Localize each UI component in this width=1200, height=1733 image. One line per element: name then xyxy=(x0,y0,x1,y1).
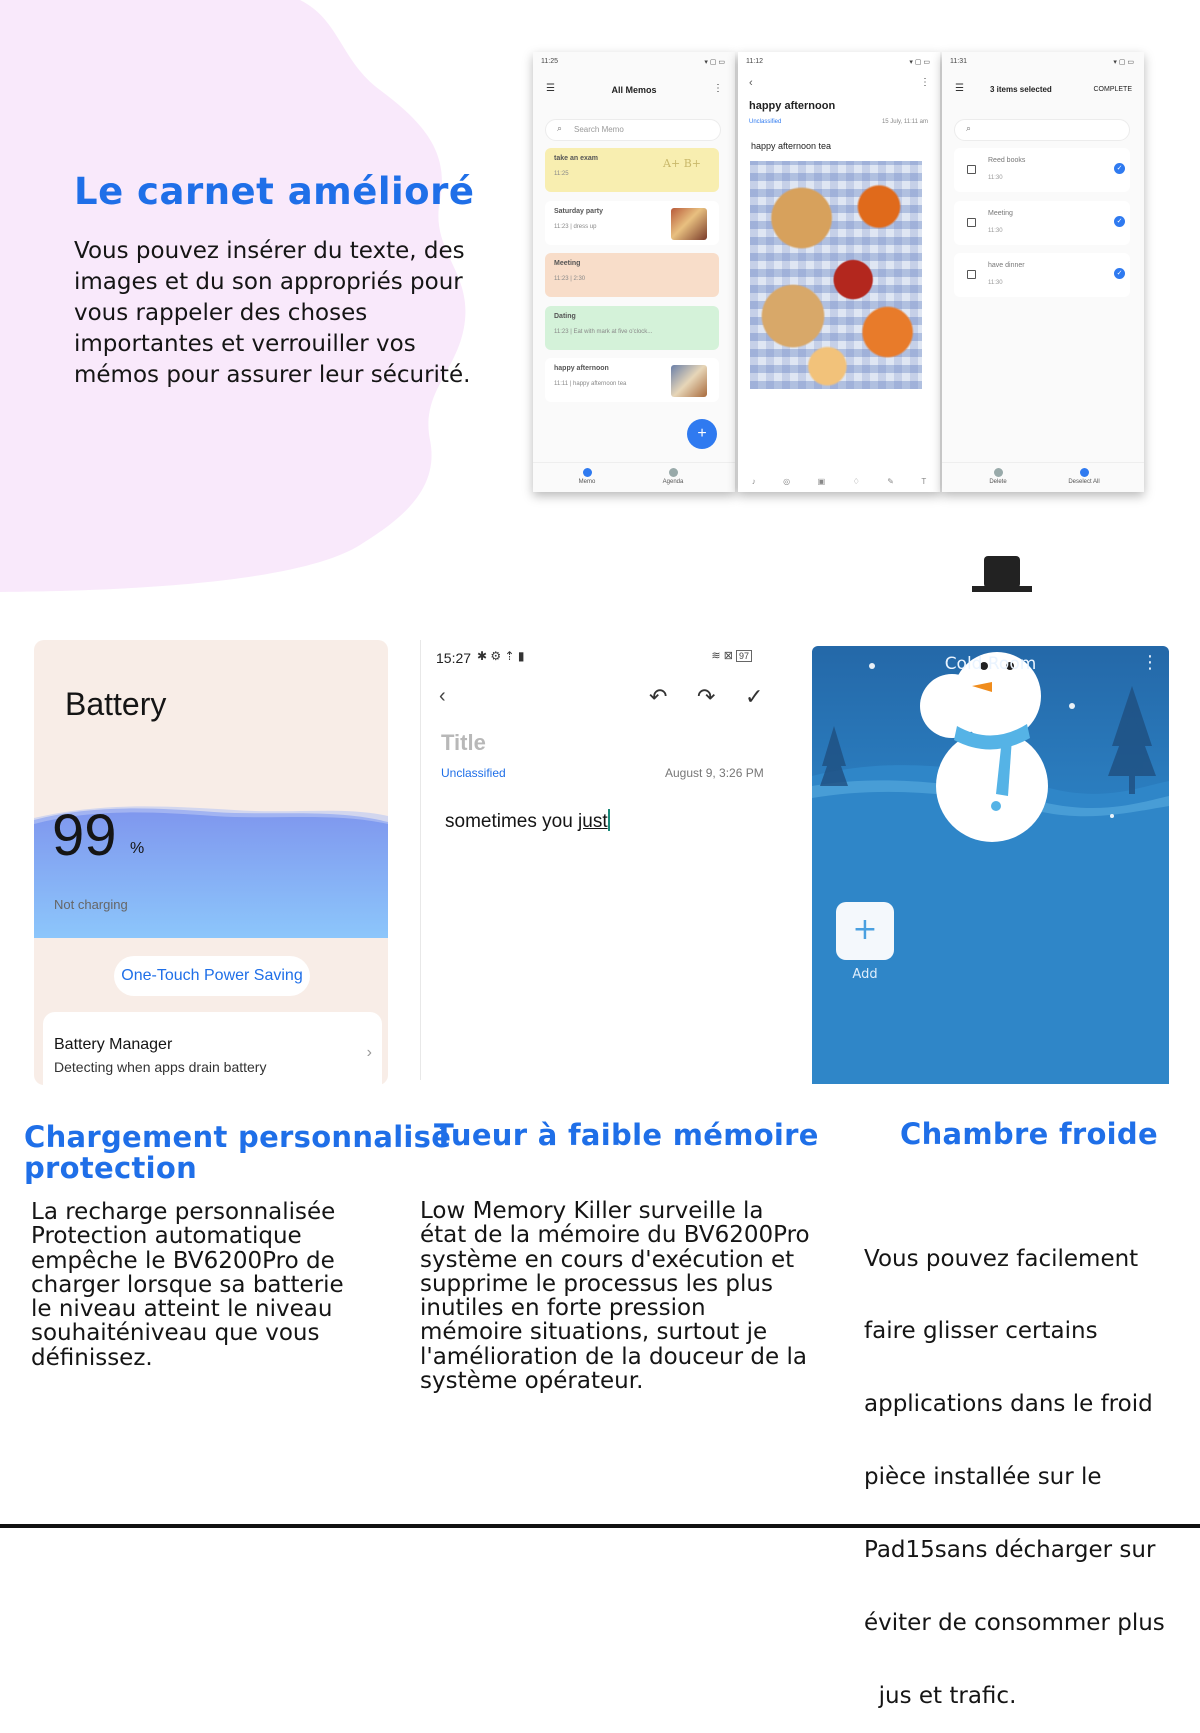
more-icon[interactable]: ⋮ xyxy=(1141,652,1159,673)
bottom-nav xyxy=(942,462,1144,492)
list-item[interactable] xyxy=(954,201,1130,245)
memo-photo xyxy=(750,161,922,389)
section-text xyxy=(31,1200,411,1370)
text-line: Vous pouvez facilement xyxy=(864,1245,1139,1272)
nav-deselect-label: Deselect All xyxy=(1068,479,1100,485)
search-input[interactable] xyxy=(545,119,721,141)
bottom-nav xyxy=(533,462,735,492)
back-icon[interactable]: ‹ xyxy=(439,685,446,707)
hero-title: Le carnet amélioré xyxy=(74,170,475,213)
selection-count: 3 items selected xyxy=(990,85,1052,94)
text-line: éviter de consommer plus xyxy=(864,1610,1165,1637)
editor-toolbar xyxy=(738,477,940,486)
search-input[interactable] xyxy=(954,119,1130,141)
deselect-icon xyxy=(1080,468,1089,477)
text-line: charger lorsque sa batterie xyxy=(31,1271,344,1298)
memo-title: Saturday party xyxy=(554,208,604,215)
text-line: applications dans le froid xyxy=(864,1391,1153,1418)
memo-title: happy afternoon xyxy=(554,365,609,372)
item-title: Reed books xyxy=(988,157,1026,164)
text-icon[interactable]: T xyxy=(921,477,927,486)
nav-delete-label: Delete xyxy=(989,479,1007,485)
status-time: 15:27 xyxy=(436,650,472,666)
mic-icon[interactable]: ♪ xyxy=(751,477,756,486)
checkbox[interactable] xyxy=(967,270,976,279)
complete-button[interactable]: COMPLETE xyxy=(1093,86,1132,93)
phone-selection xyxy=(942,52,1144,492)
text-line: mémoire situations, surtout je xyxy=(420,1319,768,1346)
text-line: Protection automatique xyxy=(31,1223,302,1250)
done-icon[interactable]: ✓ xyxy=(745,684,764,709)
item-title: have dinner xyxy=(988,262,1025,269)
image-icon[interactable]: ▣ xyxy=(817,477,826,486)
memo-sub: 11:25 xyxy=(554,171,569,177)
phone-memo-detail xyxy=(738,52,940,492)
note-category[interactable]: Unclassified xyxy=(441,766,506,780)
text-line: faire glisser certains xyxy=(864,1318,1098,1345)
text-line: pièce installée sur le xyxy=(864,1464,1102,1491)
item-sub: 11:30 xyxy=(988,228,1003,234)
manager-title: Battery Manager xyxy=(54,1036,173,1053)
more-icon[interactable]: ⋮ xyxy=(920,77,930,88)
text-line: Low Memory Killer surveille la xyxy=(420,1198,764,1224)
section-text xyxy=(864,1198,1194,1733)
section-heading xyxy=(900,1119,1158,1150)
search-icon: ⌕ xyxy=(966,123,972,133)
battery-manager-row[interactable] xyxy=(43,1012,382,1102)
section-text xyxy=(420,1199,840,1393)
text-line: souhaiténiveau que vous xyxy=(31,1320,320,1347)
nav-agenda[interactable] xyxy=(643,468,703,485)
memo-icon xyxy=(583,468,592,477)
battery-percent: 99 xyxy=(52,803,117,868)
hero-description: Vous pouvez insérer du texte, des images et du son appropriés pour vous rappeler des choses importantes et verrouiller vos mémos pour assurer leur sécurité. xyxy=(74,238,471,388)
list-item[interactable] xyxy=(954,253,1130,297)
nav-memo-label: Memo xyxy=(578,479,596,485)
text-line: l'amélioration de la douceur de la xyxy=(420,1343,807,1370)
chevron-right-icon: › xyxy=(366,1044,372,1061)
nav-delete[interactable] xyxy=(968,468,1028,485)
heading-line: Tueur à faible mémoire xyxy=(434,1118,819,1152)
memo-card[interactable] xyxy=(545,306,719,350)
checkbox[interactable] xyxy=(967,165,976,174)
cold-room-screen xyxy=(812,646,1169,1084)
status-icons: ▾ ▢ ▭ xyxy=(1113,59,1134,66)
search-placeholder: Search Memo xyxy=(574,125,624,134)
check-icon[interactable]: ✓ xyxy=(1114,163,1125,174)
undo-icon[interactable]: ↶ xyxy=(649,684,668,709)
bottom-divider xyxy=(0,1524,1200,1528)
list-item[interactable] xyxy=(954,148,1130,192)
header-title: All Memos xyxy=(611,85,657,95)
text-line: empêche le BV6200Pro de xyxy=(31,1247,335,1274)
power-saving-button[interactable]: One-Touch Power Saving xyxy=(114,956,310,996)
more-icon[interactable]: ⋮ xyxy=(713,83,723,94)
check-icon[interactable]: ✓ xyxy=(1114,268,1125,279)
text-line: définissez. xyxy=(31,1344,153,1371)
pen-icon[interactable]: ✎ xyxy=(887,477,894,486)
heading-line: Chambre froide xyxy=(900,1117,1158,1151)
note-date: August 9, 3:26 PM xyxy=(665,766,764,780)
section-heading xyxy=(24,1122,451,1184)
status-time: 11:12 xyxy=(746,58,763,65)
status-time: 11:25 xyxy=(541,58,558,65)
battery-screen xyxy=(34,640,388,1085)
phone-all-memos xyxy=(533,52,735,492)
memo-body[interactable]: happy afternoon tea xyxy=(751,141,832,151)
sim-icon: ⊠ xyxy=(723,650,733,662)
memo-thumbnail xyxy=(671,365,707,397)
memo-card[interactable] xyxy=(545,358,719,402)
add-label: Add xyxy=(852,967,878,982)
check-icon[interactable]: ✓ xyxy=(1114,216,1125,227)
memo-sub: 11:23 | 2:30 xyxy=(554,276,586,282)
item-sub: 11:30 xyxy=(988,280,1003,286)
text-line: système opérateur. xyxy=(420,1368,644,1395)
heading-line: Chargement personnalisé xyxy=(24,1120,452,1154)
battery-level: 97 xyxy=(736,650,752,662)
status-right-icons xyxy=(711,649,752,662)
charging-status: Not charging xyxy=(54,897,128,912)
status-icons: ✱ ⚙ ⇡ ▮ xyxy=(477,649,525,663)
redo-icon[interactable]: ↷ xyxy=(697,684,716,709)
item-title: Meeting xyxy=(988,210,1013,217)
search-icon: ⌕ xyxy=(557,123,563,133)
memo-title: Meeting xyxy=(554,260,581,267)
memo-title: take an exam xyxy=(554,155,598,162)
manager-sub: Detecting when apps drain battery xyxy=(54,1059,267,1075)
text-line: le niveau atteint le niveau xyxy=(31,1296,333,1323)
text-line: Pad15sans décharger sur xyxy=(864,1537,1156,1564)
text-line: jus et trafic. xyxy=(864,1682,1017,1709)
body-text: sometimes you xyxy=(445,811,579,832)
checklist-icon[interactable]: ◎ xyxy=(783,477,791,486)
menu-icon[interactable]: ☰ xyxy=(546,83,555,94)
shirt-icon[interactable]: ♢ xyxy=(852,477,860,486)
text-line: système en cours d'exécution et xyxy=(420,1246,795,1273)
note-body[interactable] xyxy=(445,809,610,833)
nav-deselect-all[interactable] xyxy=(1054,468,1114,485)
back-icon[interactable]: ‹ xyxy=(749,77,753,89)
agenda-icon xyxy=(669,468,678,477)
wifi-icon: ≋ xyxy=(711,650,721,662)
title-placeholder[interactable]: Title xyxy=(441,730,486,755)
heading-line: protection xyxy=(24,1151,198,1185)
text-line: supprime le processus les plus xyxy=(420,1270,773,1297)
nav-memo[interactable] xyxy=(557,468,617,485)
memo-card[interactable] xyxy=(545,201,719,245)
status-icons: ▾ ▢ ▭ xyxy=(909,59,930,66)
menu-icon[interactable]: ☰ xyxy=(955,83,964,94)
memo-card[interactable] xyxy=(545,148,719,192)
text-line: inutiles en forte pression xyxy=(420,1295,706,1322)
text-cursor xyxy=(608,809,610,831)
trash-icon xyxy=(994,468,1003,477)
nav-agenda-label: Agenda xyxy=(662,479,684,485)
note-editor-screen xyxy=(420,640,790,1080)
cold-room-title: Cold Room xyxy=(944,654,1037,674)
memo-thumbnail xyxy=(671,208,707,240)
memo-title: Dating xyxy=(554,313,576,320)
memo-sub: 11:23 | Eat with mark at five o'clock... xyxy=(554,329,653,335)
checkbox[interactable] xyxy=(967,218,976,227)
status-time: 11:31 xyxy=(950,58,967,65)
text-line: La recharge personnalisée xyxy=(31,1199,336,1225)
memo-card[interactable] xyxy=(545,253,719,297)
memo-title: happy afternoon xyxy=(749,100,836,112)
item-sub: 11:30 xyxy=(988,175,1003,181)
status-icons: ▾ ▢ ▭ xyxy=(704,59,725,66)
section-heading xyxy=(434,1120,819,1151)
memo-category[interactable]: Unclassified xyxy=(749,119,782,125)
add-app-button[interactable]: + xyxy=(836,902,894,960)
memo-sub: 11:23 | dress up xyxy=(554,224,597,230)
memo-sub: 11:11 | happy afternoon tea xyxy=(554,381,627,387)
scribble-drawing: A+ B+ xyxy=(663,157,701,170)
battery-title: Battery xyxy=(65,686,167,722)
add-memo-button[interactable]: + xyxy=(687,419,717,449)
body-underlined: just xyxy=(578,811,608,832)
percent-sign: % xyxy=(130,840,145,857)
text-line: état de la mémoire du BV6200Pro xyxy=(420,1222,810,1249)
memo-date: 15 July, 11:11 am xyxy=(881,119,928,125)
